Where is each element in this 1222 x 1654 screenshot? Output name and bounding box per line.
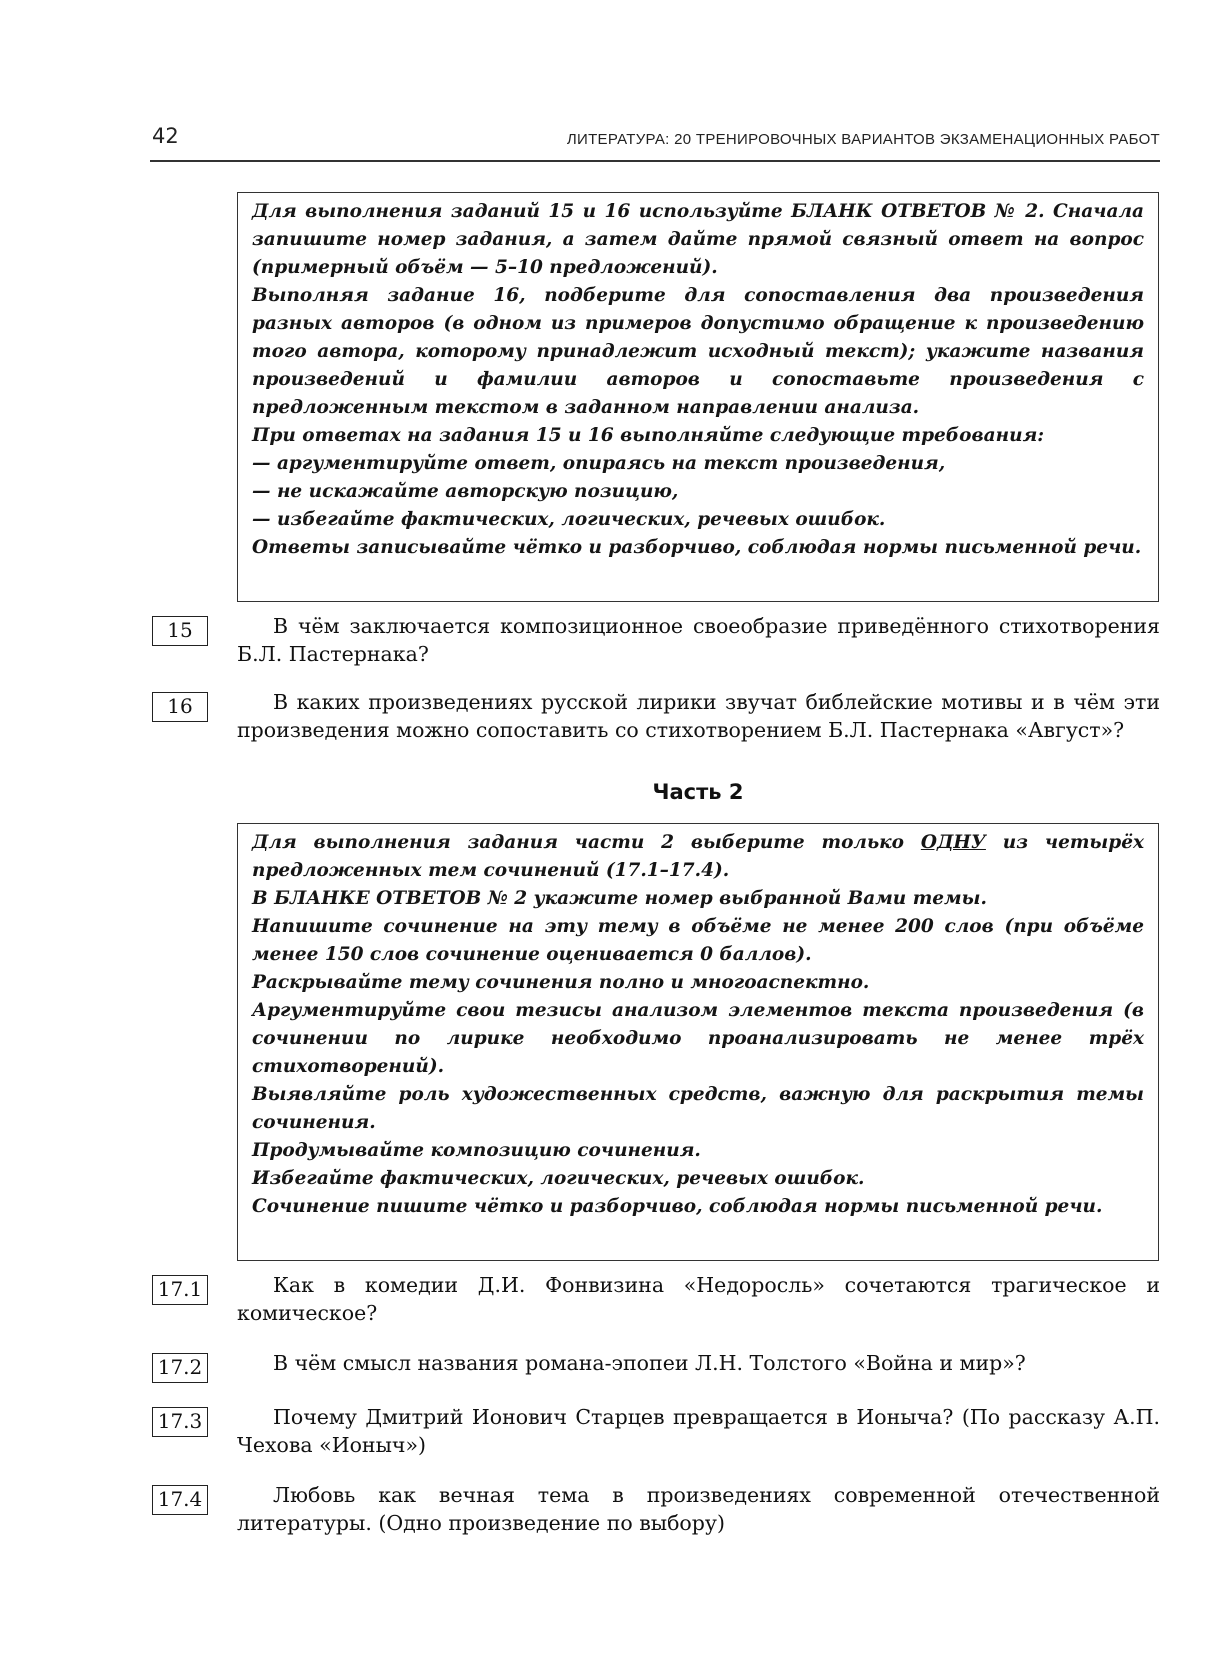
page-number: 42 bbox=[152, 124, 179, 148]
instruction-text: из четырёх предложенных тем сочинений (17.1–17.4). bbox=[252, 832, 1144, 881]
instruction-line: — аргументируйте ответ, опираясь на текст произведения, bbox=[252, 453, 946, 474]
instruction-line: Выполняя задание 16, подберите для сопоставления два произведения разных авторов (в одном из примеров допустимо обращение к произведению того автора, которому принадлежит исходный текст); укажите названия произведений и фамилии авторов и сопоставьте произведения с предложенным текстом в заданном направлении анализа. bbox=[252, 285, 1144, 418]
task-text: В чём заключается композиционное своеобразие приведённого стихотворения Б.Л. Пастернака? bbox=[237, 614, 1160, 666]
task-text: Как в комедии Д.И. Фонвизина «Недоросль» сочетаются трагическое и комическое? bbox=[237, 1273, 1160, 1325]
task-text: В чём смысл названия романа-эпопеи Л.Н. Толстого «Война и мир»? bbox=[273, 1351, 1026, 1375]
task-number-box: 16 bbox=[152, 692, 208, 722]
instruction-line: Ответы записывайте чётко и разборчиво, соблюдая нормы письменной речи. bbox=[252, 537, 1142, 558]
task-number-box: 17.3 bbox=[152, 1407, 208, 1437]
task-text: Почему Дмитрий Ионович Старцев превращается в Ионыча? (По рассказу А.П. Чехова «Ионыч») bbox=[237, 1405, 1160, 1457]
instruction-line: Для выполнения заданий 15 и 16 используйте БЛАНК ОТВЕТОВ № 2. Сначала запишите номер задания, а затем дайте прямой связный ответ на вопрос (примерный объём — 5–10 предложений). bbox=[252, 201, 1144, 278]
task-text: Любовь как вечная тема в произведениях современной отечественной литературы. (Одно произведение по выбору) bbox=[237, 1483, 1160, 1535]
running-title: ЛИТЕРАТУРА: 20 ТРЕНИРОВОЧНЫХ ВАРИАНТОВ ЭКЗАМЕНАЦИОННЫХ РАБОТ bbox=[566, 131, 1160, 148]
instruction-line: Продумывайте композицию сочинения. bbox=[252, 1140, 701, 1161]
task-text: В каких произведениях русской лирики звучат библейские мотивы и в чём эти произведения можно сопоставить со стихотворением Б.Л. Пастернака «Август»? bbox=[237, 690, 1160, 742]
instruction-line: Аргументируйте свои тезисы анализом элементов текста произведения (в сочинении по лирике необходимо проанализировать не менее трёх стихотворений). bbox=[252, 1000, 1144, 1077]
page-header bbox=[150, 120, 1160, 162]
instruction-text: Для выполнения задания части 2 выберите только bbox=[252, 832, 921, 853]
instruction-line: Сочинение пишите чётко и разборчиво, соблюдая нормы письменной речи. bbox=[252, 1196, 1103, 1217]
instruction-line: При ответах на задания 15 и 16 выполняйте следующие требования: bbox=[252, 425, 1045, 446]
task-number-box: 15 bbox=[152, 616, 208, 646]
instruction-line: — не искажайте авторскую позицию, bbox=[252, 481, 679, 502]
emphasis-underlined: ОДНУ bbox=[920, 832, 986, 853]
instruction-line: Раскрывайте тему сочинения полно и многоаспектно. bbox=[252, 972, 870, 993]
instructions-box-part1 bbox=[237, 192, 1159, 602]
instruction-line: — избегайте фактических, логических, речевых ошибок. bbox=[252, 509, 886, 530]
task-number-box: 17.4 bbox=[152, 1485, 208, 1515]
instruction-line bbox=[252, 829, 1144, 885]
task-number-box: 17.1 bbox=[152, 1275, 208, 1305]
instructions-box-part2 bbox=[237, 823, 1159, 1261]
instruction-line: Избегайте фактических, логических, речевых ошибок. bbox=[252, 1168, 865, 1189]
part-2-title: Часть 2 bbox=[652, 780, 744, 804]
instruction-line: Выявляйте роль художественных средств, важную для раскрытия темы сочинения. bbox=[252, 1084, 1144, 1133]
instruction-line: Напишите сочинение на эту тему в объёме не менее 200 слов (при объёме менее 150 слов сочинение оценивается 0 баллов). bbox=[252, 916, 1144, 965]
task-number-box: 17.2 bbox=[152, 1353, 208, 1383]
instruction-line: В БЛАНКЕ ОТВЕТОВ № 2 укажите номер выбранной Вами темы. bbox=[252, 888, 987, 909]
